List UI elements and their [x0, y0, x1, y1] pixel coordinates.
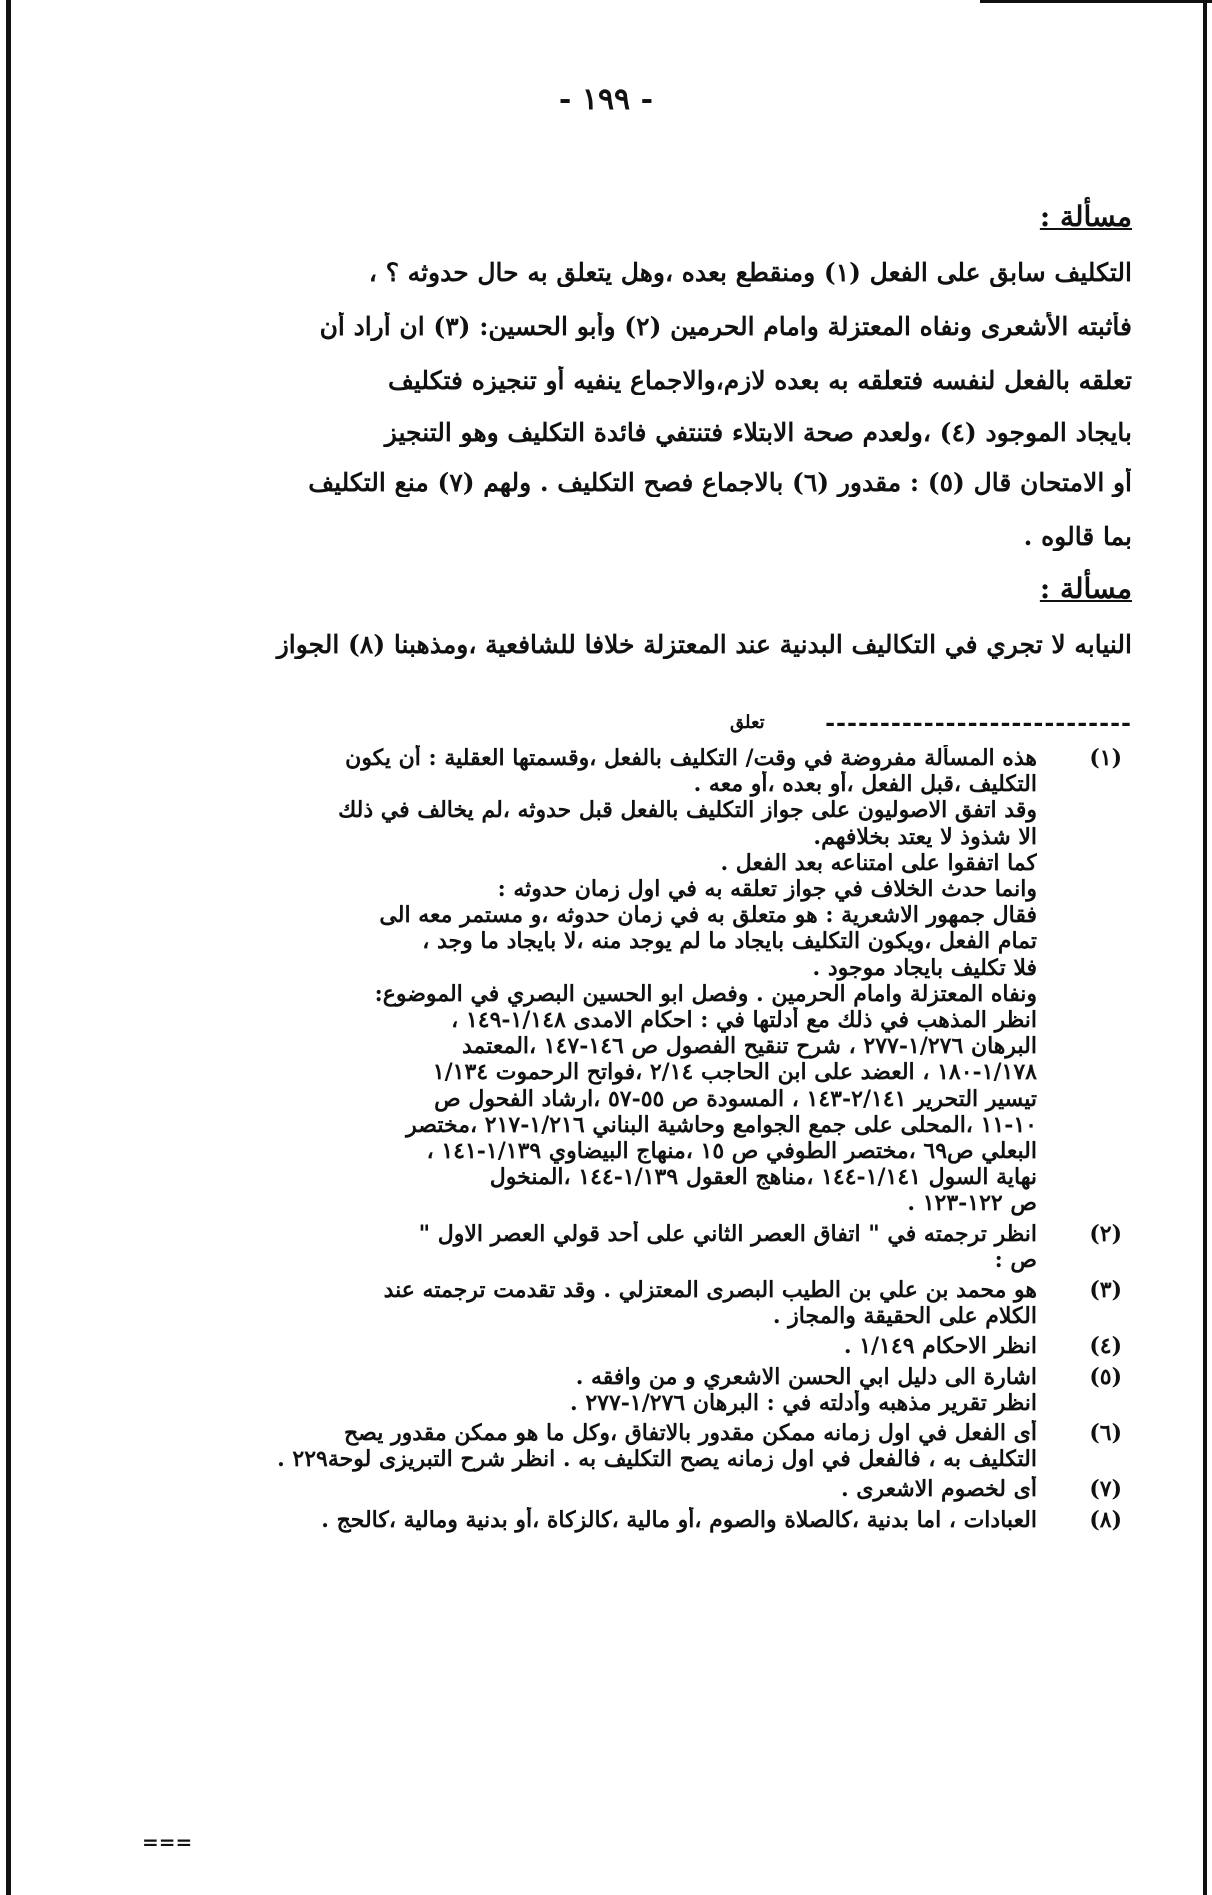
footnote-divider: ---------------------------- [825, 708, 1132, 737]
footnote-number: (٢) [1089, 1220, 1122, 1247]
footnote-line: العبادات ، اما بدنية ،كالصلاة والصوم ،أو مالية ،كالزكاة ،أو بدنية ومالية ،كالحج . [321, 1506, 1037, 1533]
footnote-line: ١/١٧٨-١٨٠ ، العضد على ابن الحاجب ٢/١٤ ،فواتح الرحموت ١/١٣٤ [432, 1059, 1037, 1086]
footnote-line: انظر تقرير مذهبه وأدلته في : البرهان ١/٢٧٦-٢٧٧ . [570, 1389, 1037, 1416]
footnote-line: كما اتفقوا على امتناعه بعد الفعل . [720, 849, 1037, 876]
footnote-line: أى الفعل في اول زمانه ممكن مقدور بالاتفاق ،وكل ما هو ممكن مقدور يصح [343, 1420, 1037, 1446]
left-border-line [6, 0, 11, 1895]
footnote-line: فلا تكليف بايجاد موجود . [812, 954, 1037, 981]
body-line: النيابه لا تجري في التكاليف البدنية عند المعتزلة خلافا للشافعية ،ومذهبنا (٨) الجواز [276, 630, 1132, 659]
footnote-line: التكليف به ، فالفعل في اول زمانه يصح التكليف به . انظر شرح التبريزى لوحة٢٢٩ . [277, 1446, 1037, 1473]
footnote-line: الكلام على الحقيقة والمجاز . [772, 1303, 1037, 1330]
footnote-line: التكليف ،قبل الفعل ،أو بعده ،أو معه . [693, 771, 1037, 798]
footnote-number: (١) [1089, 745, 1122, 771]
footnote-line: الا شذوذ لا يعتد بخلافهم. [813, 823, 1037, 850]
footnote-line: ونفاه المعتزلة وامام الحرمين . وفصل ابو الحسين البصري في الموضوع: [374, 980, 1037, 1007]
footnote-number: (٧) [1089, 1476, 1122, 1503]
footnote-line: انظر المذهب في ذلك مع أدلتها في : احكام الامدى ١/١٤٨-١٤٩ ، [451, 1007, 1037, 1033]
footnote-line: البرهان ١/٢٧٦-٢٧٧ ، شرح تنقيح الفصول ص ١٤٦-١٤٧ ،المعتمد [461, 1033, 1037, 1060]
body-line: تعلقه بالفعل لنفسه فتعلقه به بعده لازم،والاجماع ينفيه أو تنجيزه فتكليف [388, 366, 1132, 395]
footnote-line: وقد اتفق الاصوليون على جواز التكليف بالفعل قبل حدوثه ،لم يخالف في ذلك [338, 797, 1037, 824]
footnote-line: البعلي ص٦٩ ،مختصر الطوفي ص ١٥ ،منهاج البيضاوي ١/١٣٩-١٤١ ، [426, 1138, 1037, 1164]
footnote-number: (٣) [1089, 1277, 1122, 1303]
footnote-line: فقال جمهور الاشعرية : هو متعلق به في زمان حدوثه ،و مستمر معه الى [379, 902, 1037, 929]
footnote-line: ١٠-١١ ،المحلى على جمع الجوامع وحاشية البناني ١/٢١٦-٢١٧ ،مختصر [406, 1111, 1037, 1138]
body-line: التكليف سابق على الفعل (١) ومنقطع بعده ،وهل يتعلق به حال حدوثه ؟ ، [368, 258, 1132, 287]
footnote-line: هو محمد بن علي بن الطيب البصرى المعتزلي . وقد تقدمت ترجمته عند [383, 1277, 1037, 1303]
footnote-line: نهاية السول ١/١٤١-١٤٤ ،مناهج العقول ١/١٣٩-١٤٤ ،المنخول [489, 1164, 1037, 1191]
footnote-line: انظر ترجمته في " اتفاق العصر الثاني على أحد قولي العصر الاول " [418, 1220, 1037, 1247]
footnote-number: (٨) [1089, 1506, 1122, 1533]
section-heading: مسألة : [1039, 572, 1132, 605]
end-mark: === [142, 1830, 193, 1854]
footnote-line: هذه المسألة مفروضة في وقت/ التكليف بالفعل ،وقسمتها العقلية : أن يكون [345, 745, 1037, 771]
footnote-line: ص : [994, 1246, 1037, 1273]
top-border-line [980, 0, 1212, 3]
footnote-number: (٦) [1089, 1420, 1122, 1446]
body-line: بما قالوه . [1023, 522, 1132, 551]
footnote-line: وانما حدث الخلاف في جواز تعلقه به في اول زمان حدوثه : [497, 876, 1037, 902]
footnote-line: تيسير التحرير ٢/١٤١-١٤٣ ، المسودة ص ٥٥-٥٧ ،ارشاد الفحول ص [434, 1085, 1037, 1112]
footnote-number: (٤) [1089, 1333, 1122, 1360]
footnote-line: تمام الفعل ،ويكون التكليف بايجاد ما لم يوجد منه ،لا بايجاد ما وجد ، [422, 928, 1037, 955]
body-line: بايجاد الموجود (٤) ،ولعدم صحة الابتلاء فتنتفي فائدة التكليف وهو التنجيز [384, 418, 1132, 447]
body-line: فأثبته الأشعرى ونفاه المعتزلة وامام الحرمين (٢) وأبو الحسين: (٣) ان أراد أن [319, 312, 1132, 341]
footnote-line: انظر الاحكام ١/١٤٩ . [843, 1333, 1037, 1360]
footnote-line: ص ١٢٢-١٢٣ . [907, 1190, 1037, 1217]
body-line: أو الامتحان قال (٥) : مقدور (٦) بالاجماع فصح التكليف . ولهم (٧) منع التكليف [308, 468, 1132, 497]
right-border-line [1203, 0, 1207, 1895]
footnote-number: (٥) [1089, 1363, 1122, 1390]
footnote-line: اشارة الى دليل ابي الحسن الاشعري و من وافقه . [575, 1363, 1037, 1390]
page-number: - ١٩٩ - [558, 82, 654, 117]
section-heading: مسألة : [1039, 200, 1132, 233]
handwritten-insertion: تعلق [730, 712, 765, 733]
footnote-line: أى لخصوم الاشعرى . [840, 1476, 1037, 1503]
